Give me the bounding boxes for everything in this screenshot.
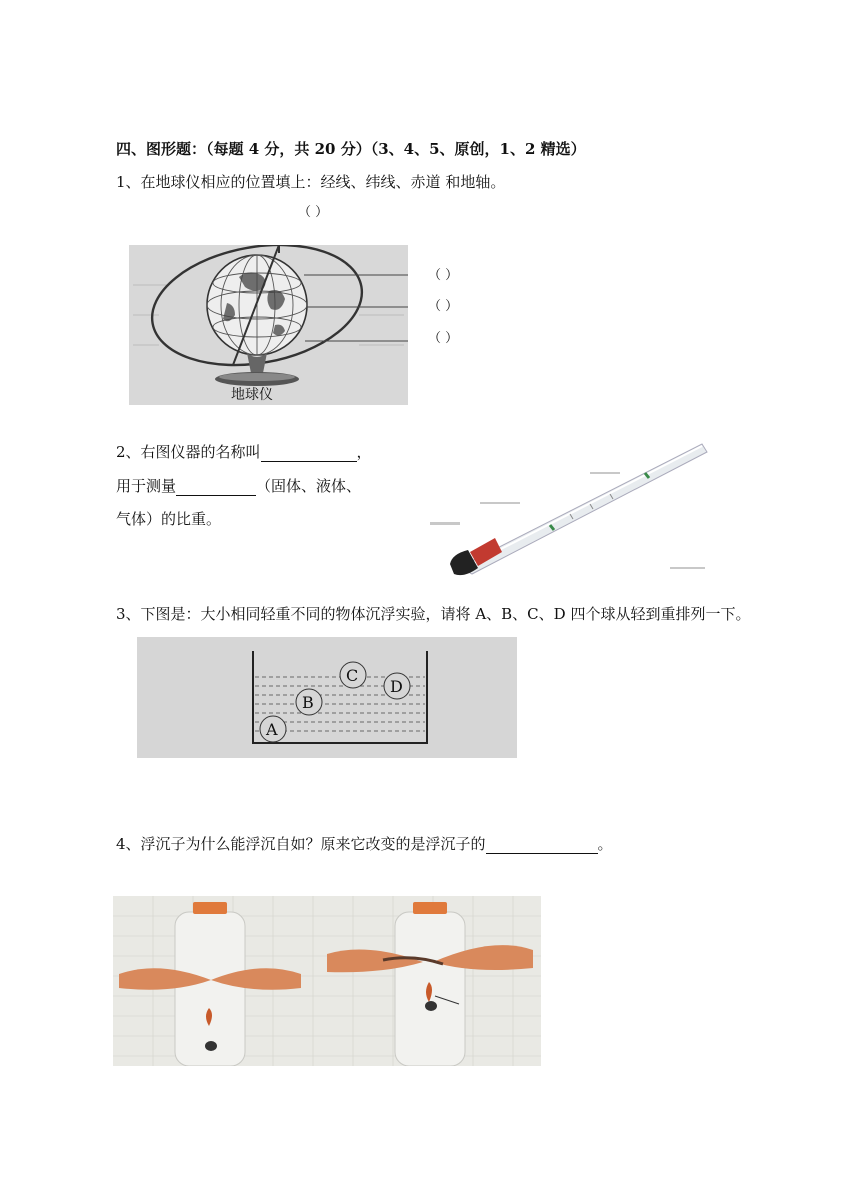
- q1-answer-paren-1[interactable]: （ ）: [428, 268, 459, 283]
- globe-caption: 地球仪: [231, 387, 273, 403]
- question-3-text: 3、下图是：大小相同轻重不同的物体沉浮实验，请将 A、B、C、D 四个球从轻到重排列一下。: [116, 605, 751, 623]
- ball-label-c: C: [346, 666, 359, 685]
- cartesian-diver-photo: [113, 896, 541, 1066]
- q1-answer-paren-top[interactable]: （ ）: [298, 205, 329, 220]
- beaker-illustration: [137, 637, 517, 758]
- question-1-text: 1、在地球仪相应的位置填上：经线、纬线、赤道 和地轴。: [116, 173, 506, 191]
- question-2-line-3: 气体）的比重。: [116, 510, 222, 528]
- question-2-line-1: [116, 442, 372, 462]
- cartesian-diver-illustration: [113, 896, 541, 1066]
- q2-blank-measure[interactable]: [176, 479, 256, 496]
- globe-illustration: [129, 245, 408, 405]
- hydrometer-figure: [420, 432, 715, 577]
- q4-blank-answer[interactable]: [486, 837, 598, 854]
- question-4-text: [116, 834, 613, 854]
- hydrometer-illustration: [420, 432, 715, 577]
- globe-figure: [129, 245, 408, 405]
- q2-line2-text: 用于测量: [116, 477, 177, 495]
- q4-text: 4、浮沉子为什么能浮沉自如？原来它改变的是浮沉子的: [116, 835, 486, 853]
- ball-label-d: D: [390, 677, 403, 696]
- q2-line1-text: 2、右图仪器的名称叫: [116, 443, 261, 461]
- floating-balls-figure: [137, 637, 517, 758]
- q1-answer-paren-2[interactable]: （ ）: [428, 299, 459, 314]
- q2-blank-instrument-name[interactable]: [261, 445, 357, 462]
- q1-answer-paren-3[interactable]: （ ）: [428, 331, 459, 346]
- ball-label-a: A: [266, 720, 278, 739]
- q4-end: 。: [597, 835, 613, 853]
- ball-label-b: B: [302, 693, 314, 712]
- q2-line1-end: ，: [356, 443, 372, 461]
- section-title: 四、图形题：（每题 4 分，共 20 分）（3、4、5、原创，1、2 精选）: [116, 140, 586, 158]
- q2-line2-end: （固体、液体、: [256, 477, 362, 495]
- question-2-line-2: [116, 476, 361, 496]
